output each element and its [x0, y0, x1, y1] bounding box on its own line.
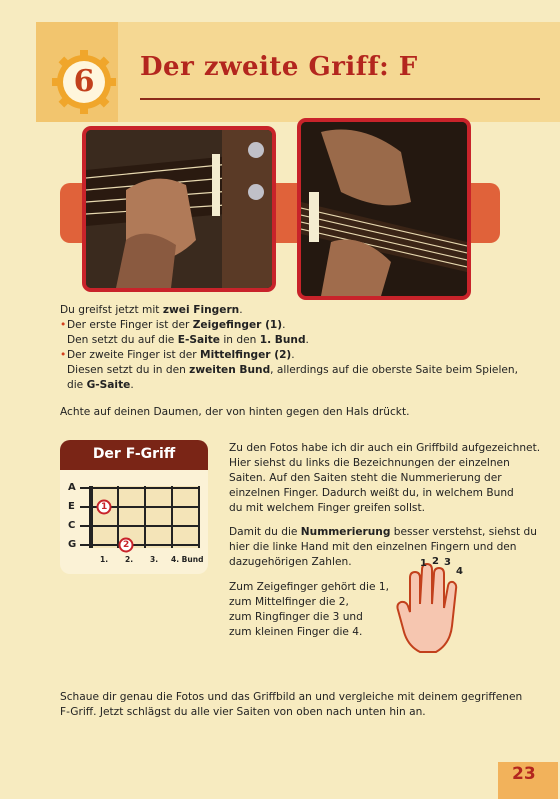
bullet-text: , allerdings auf die oberste Saite beim Spielen,: [270, 364, 518, 376]
photo-chord-front: [82, 126, 276, 292]
finger-number-2: 2: [123, 540, 130, 550]
bullet-item-1: [67, 318, 286, 333]
bullet-text: .: [282, 319, 286, 331]
hand-finger-number: 4: [456, 566, 463, 577]
bullet-bold: 1. Bund: [259, 334, 306, 346]
thumb-note: Achte auf deinen Daumen, der von hinten gegen den Hals drückt.: [60, 406, 410, 418]
chord-diagram: [60, 440, 208, 574]
bullet-text: .: [291, 349, 295, 361]
hand-finger-number: 2: [432, 556, 439, 567]
bullet-text: .: [130, 379, 134, 391]
bullet-item-2-cont: [67, 363, 518, 378]
string-label-a: A: [68, 482, 76, 493]
chapter-number: 6: [73, 64, 95, 99]
fret-label-4: 4. Bund: [171, 555, 204, 564]
fret-label-1: 1.: [100, 555, 109, 564]
bullet-bold: Zeigefinger (1): [192, 319, 283, 331]
explain-text: Damit du die: [229, 526, 301, 538]
bullet-text: Diesen setzt du in den: [67, 364, 190, 376]
bullet-bold: G-Saite: [86, 379, 131, 391]
bullet-item-2: [67, 348, 295, 363]
explain-line: hier die linke Hand mit den einzelnen Fingern und den: [229, 541, 517, 553]
explain-line: zum kleinen Finger die 4.: [229, 626, 363, 638]
hand-icon: [396, 556, 460, 660]
intro-line: [60, 303, 243, 318]
explain-line: einzelnen Finger. Dadurch weißt du, in welchem Bund: [229, 487, 514, 499]
closing-line: Schaue dir genau die Fotos und das Griffbild an und vergleiche mit deinem gegriffenen: [60, 691, 523, 703]
hand-finger-number: 1: [420, 558, 427, 569]
bullet-bold: E-Saite: [177, 334, 220, 346]
string-label-c: C: [68, 520, 76, 531]
bullet-item-2-cont2: [67, 378, 134, 393]
explain-line: zum Mittelfinger die 2,: [229, 596, 349, 608]
string-label-e: E: [68, 501, 75, 512]
intro-bold: zwei Fingern: [162, 304, 240, 316]
bullet-text: Den setzt du auf die: [67, 334, 178, 346]
explain-line: Zu den Fotos habe ich dir auch ein Griffbild aufgezeichnet.: [229, 442, 541, 454]
explain-bold: Nummerierung: [300, 526, 391, 538]
explain-line: du mit welchem Finger greifen sollst.: [229, 502, 425, 514]
bullet-text: in den: [220, 334, 260, 346]
explain-line: [229, 525, 537, 540]
bullet-bold: zweiten Bund: [189, 364, 271, 376]
bullet-text: Der erste Finger ist der: [67, 319, 193, 331]
page-number-badge: [498, 762, 558, 799]
page-title: Der zweite Griff: F: [140, 52, 418, 82]
fret-label-2: 2.: [125, 555, 134, 564]
intro-text: Du greifst jetzt mit: [60, 304, 163, 316]
bullet-text: Der zweite Finger ist der: [67, 349, 201, 361]
finger-number-1: 1: [101, 502, 108, 512]
explain-line: Zum Zeigefinger gehört die 1,: [229, 581, 389, 593]
string-label-g: G: [68, 539, 77, 550]
closing-line: F-Griff. Jetzt schlägst du alle vier Saiten von oben nach unten hin an.: [60, 706, 426, 718]
explain-line: dazugehörigen Zahlen.: [229, 556, 352, 568]
chord-title: Der F-Griff: [92, 446, 176, 462]
bullet-text: die: [67, 379, 87, 391]
hand-finger-number: 3: [444, 557, 451, 568]
page-number: 23: [512, 764, 536, 784]
bullet-text: .: [305, 334, 309, 346]
bullet-item-1-cont: [67, 333, 309, 348]
intro-text: .: [239, 304, 243, 316]
fret-label-3: 3.: [150, 555, 159, 564]
explain-line: Hier siehst du links die Bezeichnungen der einzelnen: [229, 457, 510, 469]
explain-text: besser verstehst, siehst du: [390, 526, 537, 538]
bullet-bold: Mittelfinger (2): [200, 349, 292, 361]
photo-chord-side: [297, 118, 471, 300]
title-underline: [140, 98, 540, 100]
explain-line: Saiten. Auf den Saiten steht die Nummerierung der: [229, 472, 502, 484]
explain-line: zum Ringfinger die 3 und: [229, 611, 363, 623]
